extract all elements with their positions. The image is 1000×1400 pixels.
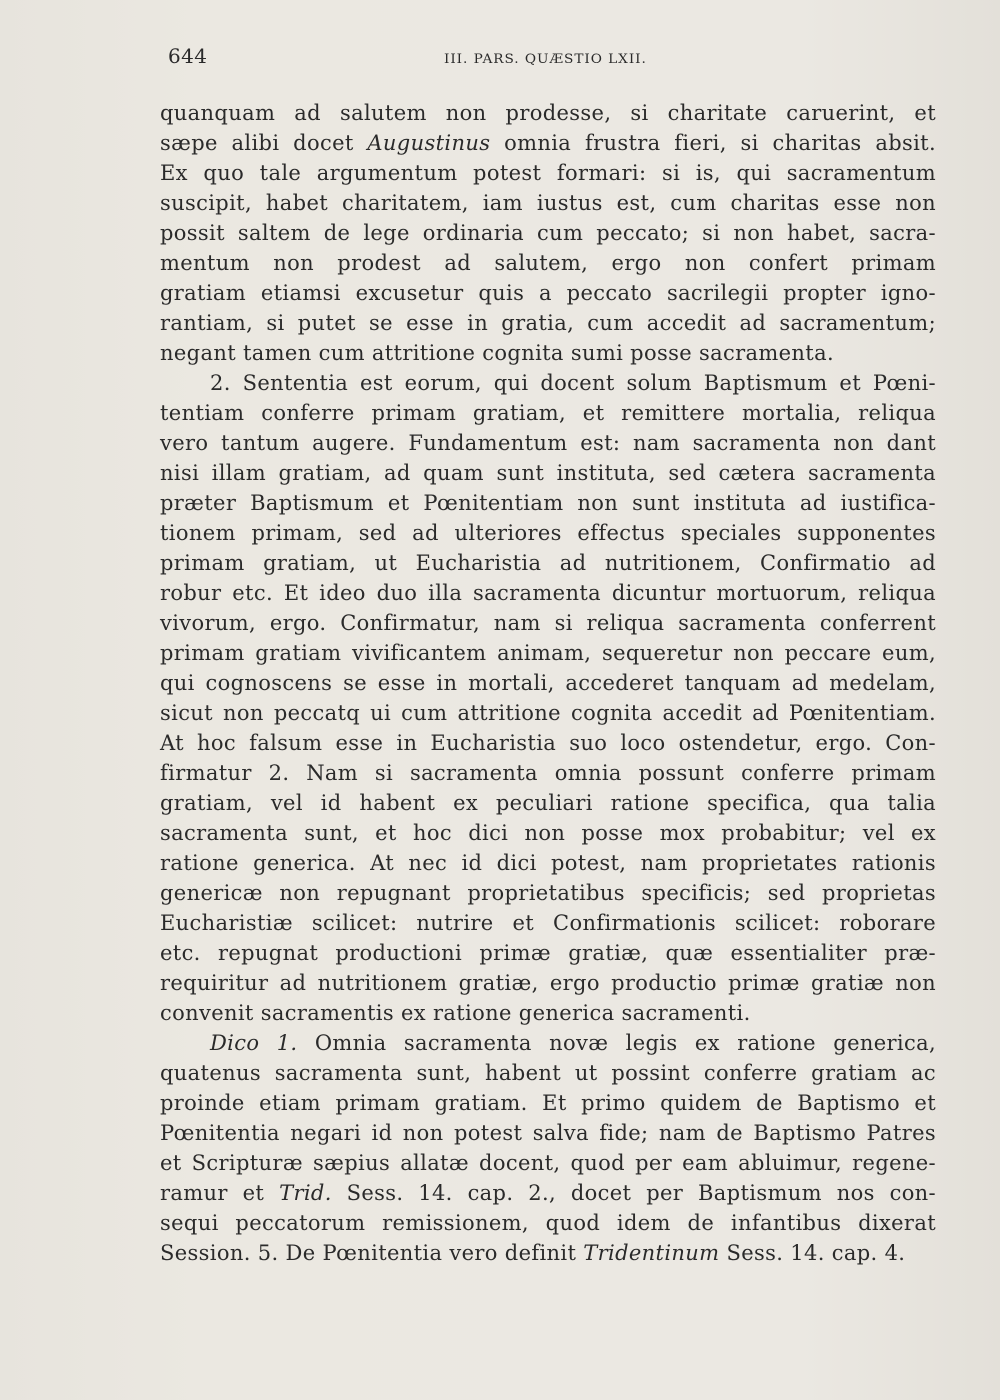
text-fragment: 2. Sententia est eorum, qui docent solum Baptismum et Pœni- <box>210 371 936 395</box>
text-line <box>160 1148 936 1178</box>
italic-text: Augustinus <box>367 131 491 155</box>
text-line <box>160 218 936 248</box>
text-line <box>160 398 936 428</box>
italic-text: Tridentinum <box>583 1241 720 1265</box>
text-fragment: vero tantum augere. Fundamentum est: nam sacramenta non dant <box>160 431 936 455</box>
text-line <box>160 758 936 788</box>
text-fragment: proinde etiam primam gratiam. Et primo quidem de Baptismo et <box>160 1091 936 1115</box>
text-fragment: sacramenta sunt, et hoc dici non posse mox probabitur; vel ex <box>160 821 936 845</box>
text-line <box>160 1028 936 1058</box>
text-fragment: ratione generica. At nec id dici potest, nam proprietates rationis <box>160 851 936 875</box>
text-fragment: Sess. 14. cap. 4. <box>719 1241 906 1265</box>
text-fragment: tionem primam, sed ad ulteriores effectus speciales supponentes <box>160 521 936 545</box>
text-line <box>160 428 936 458</box>
text-line <box>160 908 936 938</box>
text-line <box>160 698 936 728</box>
text-fragment: primam gratiam vivificantem animam, sequeretur non peccare eum, <box>160 641 936 665</box>
text-line <box>160 128 936 158</box>
text-line <box>160 878 936 908</box>
text-fragment: negant tamen cum attritione cognita sumi posse sacramenta. <box>160 341 834 365</box>
text-line <box>160 98 936 128</box>
text-fragment: gratiam etiamsi excusetur quis a peccato sacrilegii propter igno- <box>160 281 936 305</box>
text-fragment: qui cognoscens se esse in mortali, accederet tanquam ad medelam, <box>160 671 936 695</box>
text-fragment: rantiam, si putet se esse in gratia, cum accedit ad sacramentum; <box>160 311 936 335</box>
text-line <box>160 848 936 878</box>
italic-text: Dico 1. <box>210 1031 298 1055</box>
text-fragment: quanquam ad salutem non prodesse, si charitate caruerint, et <box>160 101 936 125</box>
text-line <box>160 368 936 398</box>
text-fragment: Session. 5. De Pœnitentia vero definit <box>160 1241 584 1265</box>
text-fragment: sequi peccatorum remissionem, quod idem de infantibus dixerat <box>160 1211 936 1235</box>
text-fragment: At hoc falsum esse in Eucharistia suo loco ostendetur, ergo. Con- <box>160 731 936 755</box>
body-text <box>160 98 936 1268</box>
text-line <box>160 548 936 578</box>
text-fragment: nisi illam gratiam, ad quam sunt instituta, sed cætera sacramenta <box>160 461 936 485</box>
text-line <box>160 338 936 368</box>
italic-text: Trid. <box>279 1181 332 1205</box>
text-fragment: convenit sacramentis ex ratione generica sacramenti. <box>160 1001 751 1025</box>
text-line <box>160 638 936 668</box>
text-fragment: ramur et <box>160 1181 280 1205</box>
text-fragment: Sess. 14. cap. 2., docet per Baptismum nos con- <box>331 1181 937 1205</box>
page-header <box>168 42 948 76</box>
text-line <box>160 308 936 338</box>
text-fragment: suscipit, habet charitatem, iam iustus est, cum charitas esse non <box>160 191 936 215</box>
text-fragment: possit saltem de lege ordinaria cum peccato; si non habet, sacra- <box>160 221 936 245</box>
text-fragment: etc. repugnat productioni primæ gratiæ, quæ essentialiter præ- <box>160 941 936 965</box>
text-line <box>160 818 936 848</box>
text-fragment: omnia frustra fieri, si charitas absit. <box>490 131 936 155</box>
text-line <box>160 608 936 638</box>
text-line <box>160 518 936 548</box>
text-fragment: Pœnitentia negari id non potest salva fide; nam de Baptismo Patres <box>160 1121 936 1145</box>
text-line <box>160 938 936 968</box>
text-line <box>160 248 936 278</box>
text-fragment: Omnia sacramenta novæ legis ex ratione generica, <box>297 1031 936 1055</box>
text-line <box>160 1088 936 1118</box>
text-line <box>160 788 936 818</box>
text-fragment: præter Baptismum et Pœnitentiam non sunt instituta ad iustifica- <box>160 491 936 515</box>
text-fragment: robur etc. Et ideo duo illa sacramenta dicuntur mortuorum, reliqua <box>160 581 936 605</box>
text-line <box>160 158 936 188</box>
text-line <box>160 458 936 488</box>
text-fragment: sicut non peccatq ui cum attritione cognita accedit ad Pœnitentiam. <box>160 701 936 725</box>
text-line <box>160 1058 936 1088</box>
text-fragment: firmatur 2. Nam si sacramenta omnia possunt conferre primam <box>160 761 936 785</box>
text-fragment: sæpe alibi docet <box>160 131 368 155</box>
text-fragment: et Scripturæ sæpius allatæ docent, quod per eam abluimur, regene- <box>160 1151 936 1175</box>
text-fragment: Eucharistiæ scilicet: nutrire et Confirmationis scilicet: roborare <box>160 911 936 935</box>
text-fragment: quatenus sacramenta sunt, habent ut possint conferre gratiam ac <box>160 1061 936 1085</box>
text-fragment: mentum non prodest ad salutem, ergo non confert primam <box>160 251 936 275</box>
text-line <box>160 188 936 218</box>
text-line <box>160 1238 936 1268</box>
text-line <box>160 488 936 518</box>
text-line <box>160 668 936 698</box>
text-line <box>160 968 936 998</box>
text-fragment: requiritur ad nutritionem gratiæ, ergo productio primæ gratiæ non <box>160 971 936 995</box>
running-head: III. PARS. QUÆSTIO LXII. <box>444 52 647 67</box>
text-fragment: genericæ non repugnant proprietatibus specificis; sed proprietas <box>160 881 936 905</box>
text-line <box>160 1208 936 1238</box>
text-fragment: Ex quo tale argumentum potest formari: si is, qui sacramentum <box>160 161 936 185</box>
text-fragment: gratiam, vel id habent ex peculiari ratione specifica, qua talia <box>160 791 936 815</box>
text-line <box>160 1118 936 1148</box>
text-fragment: tentiam conferre primam gratiam, et remittere mortalia, reliqua <box>160 401 936 425</box>
text-line <box>160 998 936 1028</box>
text-fragment: primam gratiam, ut Eucharistia ad nutritionem, Confirmatio ad <box>160 551 936 575</box>
text-line <box>160 728 936 758</box>
text-fragment: vivorum, ergo. Confirmatur, nam si reliqua sacramenta conferrent <box>160 611 936 635</box>
text-line <box>160 1178 936 1208</box>
page-number: 644 <box>168 44 208 68</box>
text-line <box>160 278 936 308</box>
text-line <box>160 578 936 608</box>
